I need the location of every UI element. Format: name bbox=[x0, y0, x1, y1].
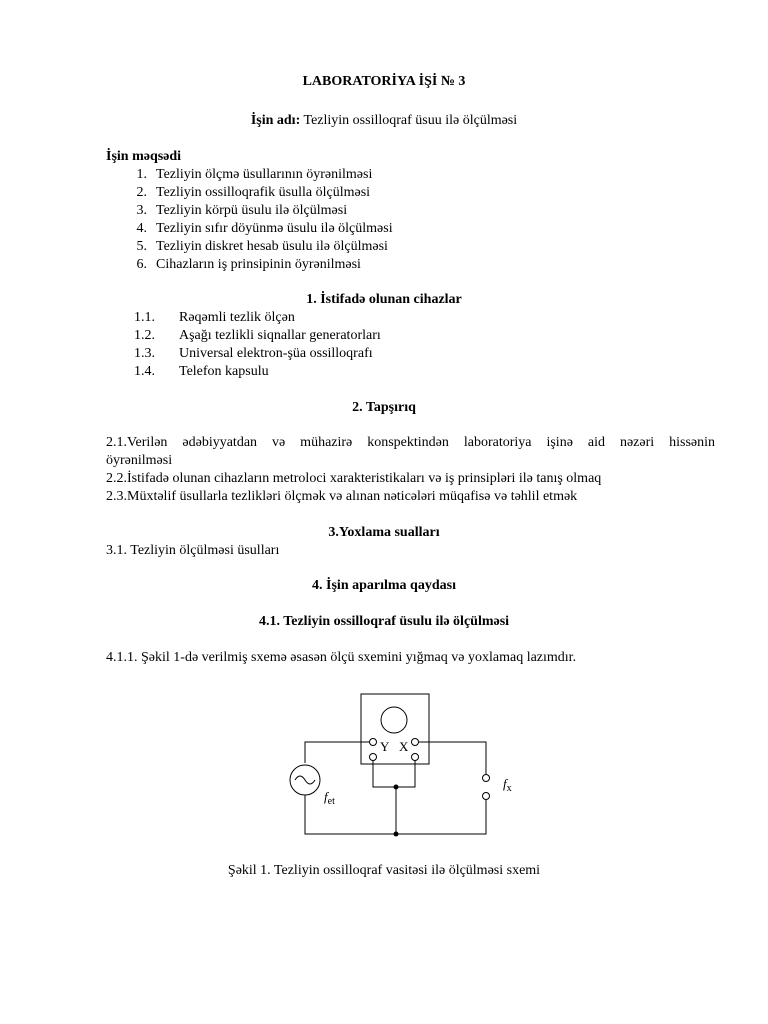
task-2-1-continued: öyrənilməsi bbox=[106, 453, 173, 468]
figure-caption: Şəkil 1. Tezliyin ossilloqraf vasitəsi ilə ölçülməsi sxemi bbox=[227, 863, 541, 878]
purpose-item-text: Tezliyin sıfır döyünmə üsulu ilə ölçülməsi bbox=[156, 221, 393, 236]
step-4-1-1: 4.1.1. Şəkil 1-də verilmiş sxemə əsasən ölçü sxemini yığmaq və yoxlamaq lazımdır. bbox=[106, 650, 577, 665]
label-f-et: $f_{et}$ bbox=[324, 789, 335, 807]
section4-heading: 4. İşin aparılma qaydası bbox=[312, 578, 456, 593]
wire-y-to-generator bbox=[305, 742, 369, 763]
task-2-3: 2.3.Müxtəlif üsullarla tezlikləri ölçmək və alınan nəticələri müqafisə və təhlil etmək bbox=[106, 489, 578, 504]
question-3-1: 3.1. Tezliyin ölçülməsi üsulları bbox=[106, 543, 280, 558]
purpose-item-number: 5. bbox=[136, 239, 147, 254]
section4-1-heading: 4.1. Tezliyin ossilloqraf üsulu ilə ölçülməsi bbox=[258, 614, 510, 629]
label-x: X bbox=[399, 739, 409, 754]
terminal-x-top bbox=[412, 739, 419, 746]
purpose-item-number: 4. bbox=[136, 221, 147, 236]
section1-heading: 1. İstifadə olunan cihazlar bbox=[306, 292, 462, 307]
device-item-number: 1.4. bbox=[134, 364, 155, 379]
work-name-label: İşin adı: bbox=[250, 113, 301, 128]
purpose-item-text: Tezliyin ölçmə üsullarının öyrənilməsi bbox=[156, 167, 373, 182]
label-f-x: $f_x$ bbox=[503, 776, 512, 794]
purpose-item-number: 3. bbox=[136, 203, 147, 218]
purpose-item-number: 2. bbox=[136, 185, 147, 200]
purpose-item-text: Cihazların iş prinsipinin öyrənilməsi bbox=[156, 257, 361, 272]
page-title: LABORATORİYA İŞİ № 3 bbox=[302, 74, 466, 89]
source-terminal-top bbox=[483, 775, 490, 782]
work-name-text: Tezliyin ossilloqraf üsuu ilə ölçülməsi bbox=[300, 113, 518, 128]
purpose-item-number: 1. bbox=[136, 167, 147, 182]
purpose-item-number: 6. bbox=[136, 257, 147, 272]
device-item-text: Rəqəmli tezlik ölçən bbox=[179, 310, 295, 325]
device-item-text: Aşağı tezlikli siqnallar generatorları bbox=[179, 328, 381, 343]
device-item-number: 1.2. bbox=[134, 328, 155, 343]
terminal-x-bottom bbox=[412, 754, 419, 761]
device-item-text: Universal elektron-şüa ossilloqrafı bbox=[179, 346, 373, 361]
purpose-item-text: Tezliyin ossilloqrafik üsulla ölçülməsi bbox=[156, 185, 371, 200]
junction-dot bbox=[394, 832, 399, 837]
device-item-number: 1.3. bbox=[134, 346, 155, 361]
terminal-y-top bbox=[370, 739, 377, 746]
task-2-2: 2.2.İstifadə olunan cihazların metroloci xarakteristikaları və iş prinsipləri ilə tanış olmaq bbox=[106, 471, 602, 486]
oscilloscope-screen bbox=[381, 707, 407, 733]
junction-dot bbox=[394, 785, 399, 790]
task-2-1: 2.1.Verilən ədəbiyyatdan və mühazirə konspektindən laboratoriya işinə aid nəzəri hissənin bbox=[106, 435, 715, 450]
purpose-item-text: Tezliyin diskret hesab üsulu ilə ölçülməsi bbox=[156, 239, 388, 254]
source-terminal-bottom bbox=[483, 793, 490, 800]
section3-heading: 3.Yoxlama sualları bbox=[328, 525, 440, 540]
section2-heading: 2. Tapşırıq bbox=[352, 400, 416, 415]
device-item-number: 1.1. bbox=[134, 310, 155, 325]
label-y: Y bbox=[380, 739, 390, 754]
purpose-item-text: Tezliyin körpü üsulu ilə ölçülməsi bbox=[156, 203, 348, 218]
sine-wave-icon bbox=[295, 776, 315, 784]
terminal-y-bottom bbox=[370, 754, 377, 761]
purpose-heading: İşin məqsədi bbox=[106, 149, 182, 164]
device-item-text: Telefon kapsulu bbox=[179, 364, 269, 379]
